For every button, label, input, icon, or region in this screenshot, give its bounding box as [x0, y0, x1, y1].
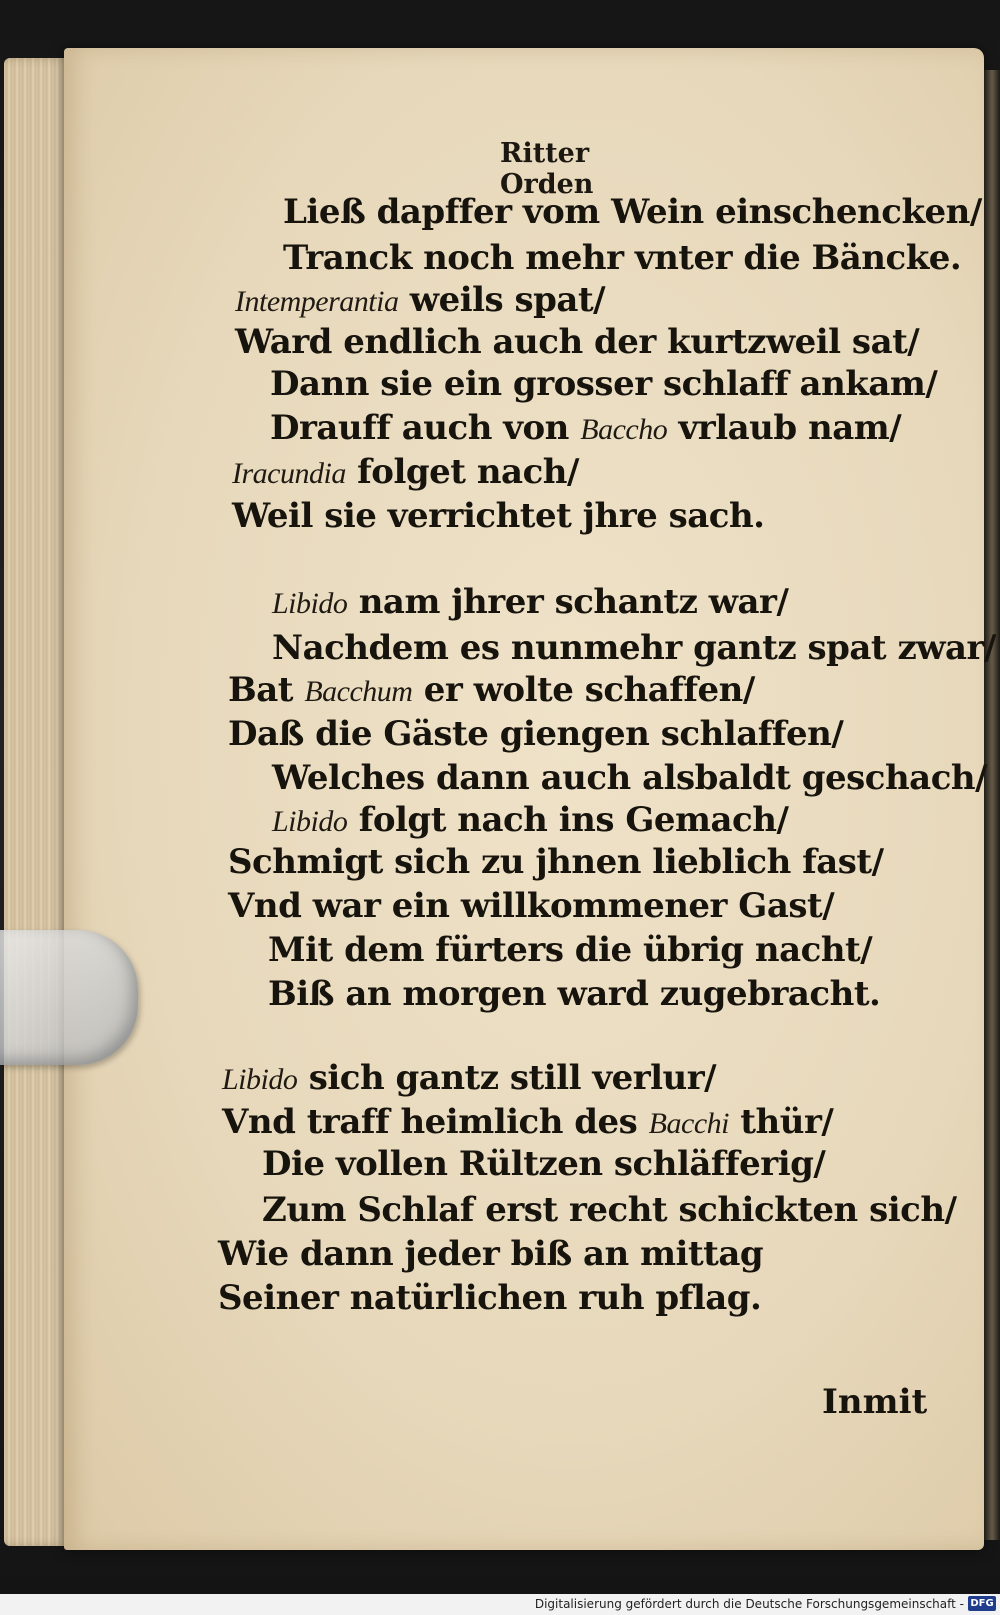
- verse-fragment: Wie dann jeder biß an mittag: [218, 1234, 764, 1274]
- verse-fragment: Vnd traff heimlich des: [222, 1102, 649, 1142]
- verse-latin-name: Intemperantia: [235, 285, 399, 318]
- verse-line: [228, 714, 843, 754]
- dfg-logo: DFG: [968, 1596, 996, 1611]
- verse-latin-name: Bacchi: [648, 1107, 729, 1140]
- verse-fragment: Schmigt sich zu jhnen lieblich fast/: [228, 842, 884, 882]
- verse-latin-name: Iracundia: [232, 457, 346, 490]
- verse-line: [218, 1278, 761, 1318]
- running-head: Ritter Orden: [500, 138, 594, 200]
- verse-line: [228, 886, 834, 926]
- verse-fragment: Nachdem es nunmehr gantz spat zwar/: [272, 628, 996, 668]
- verse-fragment: er wolte schaffen/: [412, 670, 755, 710]
- verse-fragment: Die vollen Rültzen schläfferig/: [262, 1144, 826, 1184]
- verse-fragment: Ward endlich auch der kurtzweil sat/: [235, 322, 920, 362]
- verse-fragment: Welches dann auch alsbaldt geschach/: [272, 758, 988, 798]
- verse-line: [262, 1190, 957, 1230]
- verse-line: [270, 364, 937, 404]
- verse-fragment: nam jhrer schantz war/: [347, 582, 789, 622]
- verse-fragment: Mit dem fürters die übrig nacht/: [268, 930, 873, 970]
- verse-fragment: Tranck noch mehr vnter die Bäncke.: [283, 238, 962, 278]
- verse-line: [218, 1234, 763, 1274]
- catchword: Inmit: [822, 1382, 928, 1422]
- verse-line: [268, 974, 880, 1014]
- verse-fragment: Ließ dapffer vom Wein einschencken/: [283, 192, 982, 232]
- verse-fragment: Biß an morgen ward zugebracht.: [268, 974, 881, 1014]
- verse-line: [262, 1144, 825, 1184]
- verse-line: [235, 322, 919, 362]
- verse-fragment: Weil sie verrichtet jhre sach.: [232, 496, 765, 536]
- verse-fragment: sich gantz still verlur/: [297, 1058, 717, 1098]
- verse-latin-name: Bacchum: [304, 675, 413, 708]
- verse-line: [272, 628, 996, 668]
- verse-fragment: folget nach/: [345, 452, 579, 492]
- verse-fragment: Dann sie ein grosser schlaff ankam/: [270, 364, 938, 404]
- verse-line: [283, 238, 961, 278]
- facing-page-edge: [984, 70, 1000, 1540]
- verse-line: [283, 192, 982, 232]
- verse-line: [270, 408, 901, 448]
- verse-fragment: folgt nach ins Gemach/: [347, 800, 789, 840]
- verse-latin-name: Libido: [222, 1063, 298, 1096]
- verse-fragment: Zum Schlaf erst recht schickten sich/: [262, 1190, 957, 1230]
- verse-latin-name: Libido: [272, 805, 348, 838]
- verse-line: [272, 758, 987, 798]
- verse-latin-name: Baccho: [580, 413, 668, 446]
- verse-fragment: thür/: [728, 1102, 834, 1142]
- verse-line: [228, 842, 884, 882]
- verse-fragment: weils spat/: [398, 280, 606, 320]
- verse-latin-name: Libido: [272, 587, 348, 620]
- verse-fragment: Drauff auch von: [270, 408, 581, 448]
- verse-fragment: Vnd war ein willkommener Gast/: [228, 886, 835, 926]
- footer-credit: Digitalisierung gefördert durch die Deutsche Forschungsgemeinschaft -: [534, 1597, 964, 1611]
- verse-line: [272, 800, 788, 840]
- verse-line: [228, 670, 755, 710]
- verse-line: [272, 582, 788, 622]
- verse-line: [232, 496, 765, 536]
- verse-line: [235, 280, 605, 320]
- page-clip: [0, 930, 138, 1065]
- verse-fragment: Bat: [228, 670, 305, 710]
- verse-line: [268, 930, 872, 970]
- verse-fragment: Daß die Gäste giengen schlaffen/: [228, 714, 844, 754]
- verse-fragment: Seiner natürlichen ruh pflag.: [218, 1278, 762, 1318]
- verse-line: [222, 1102, 833, 1142]
- verse-line: [232, 452, 579, 492]
- verse-line: [222, 1058, 716, 1098]
- verse-fragment: vrlaub nam/: [667, 408, 902, 448]
